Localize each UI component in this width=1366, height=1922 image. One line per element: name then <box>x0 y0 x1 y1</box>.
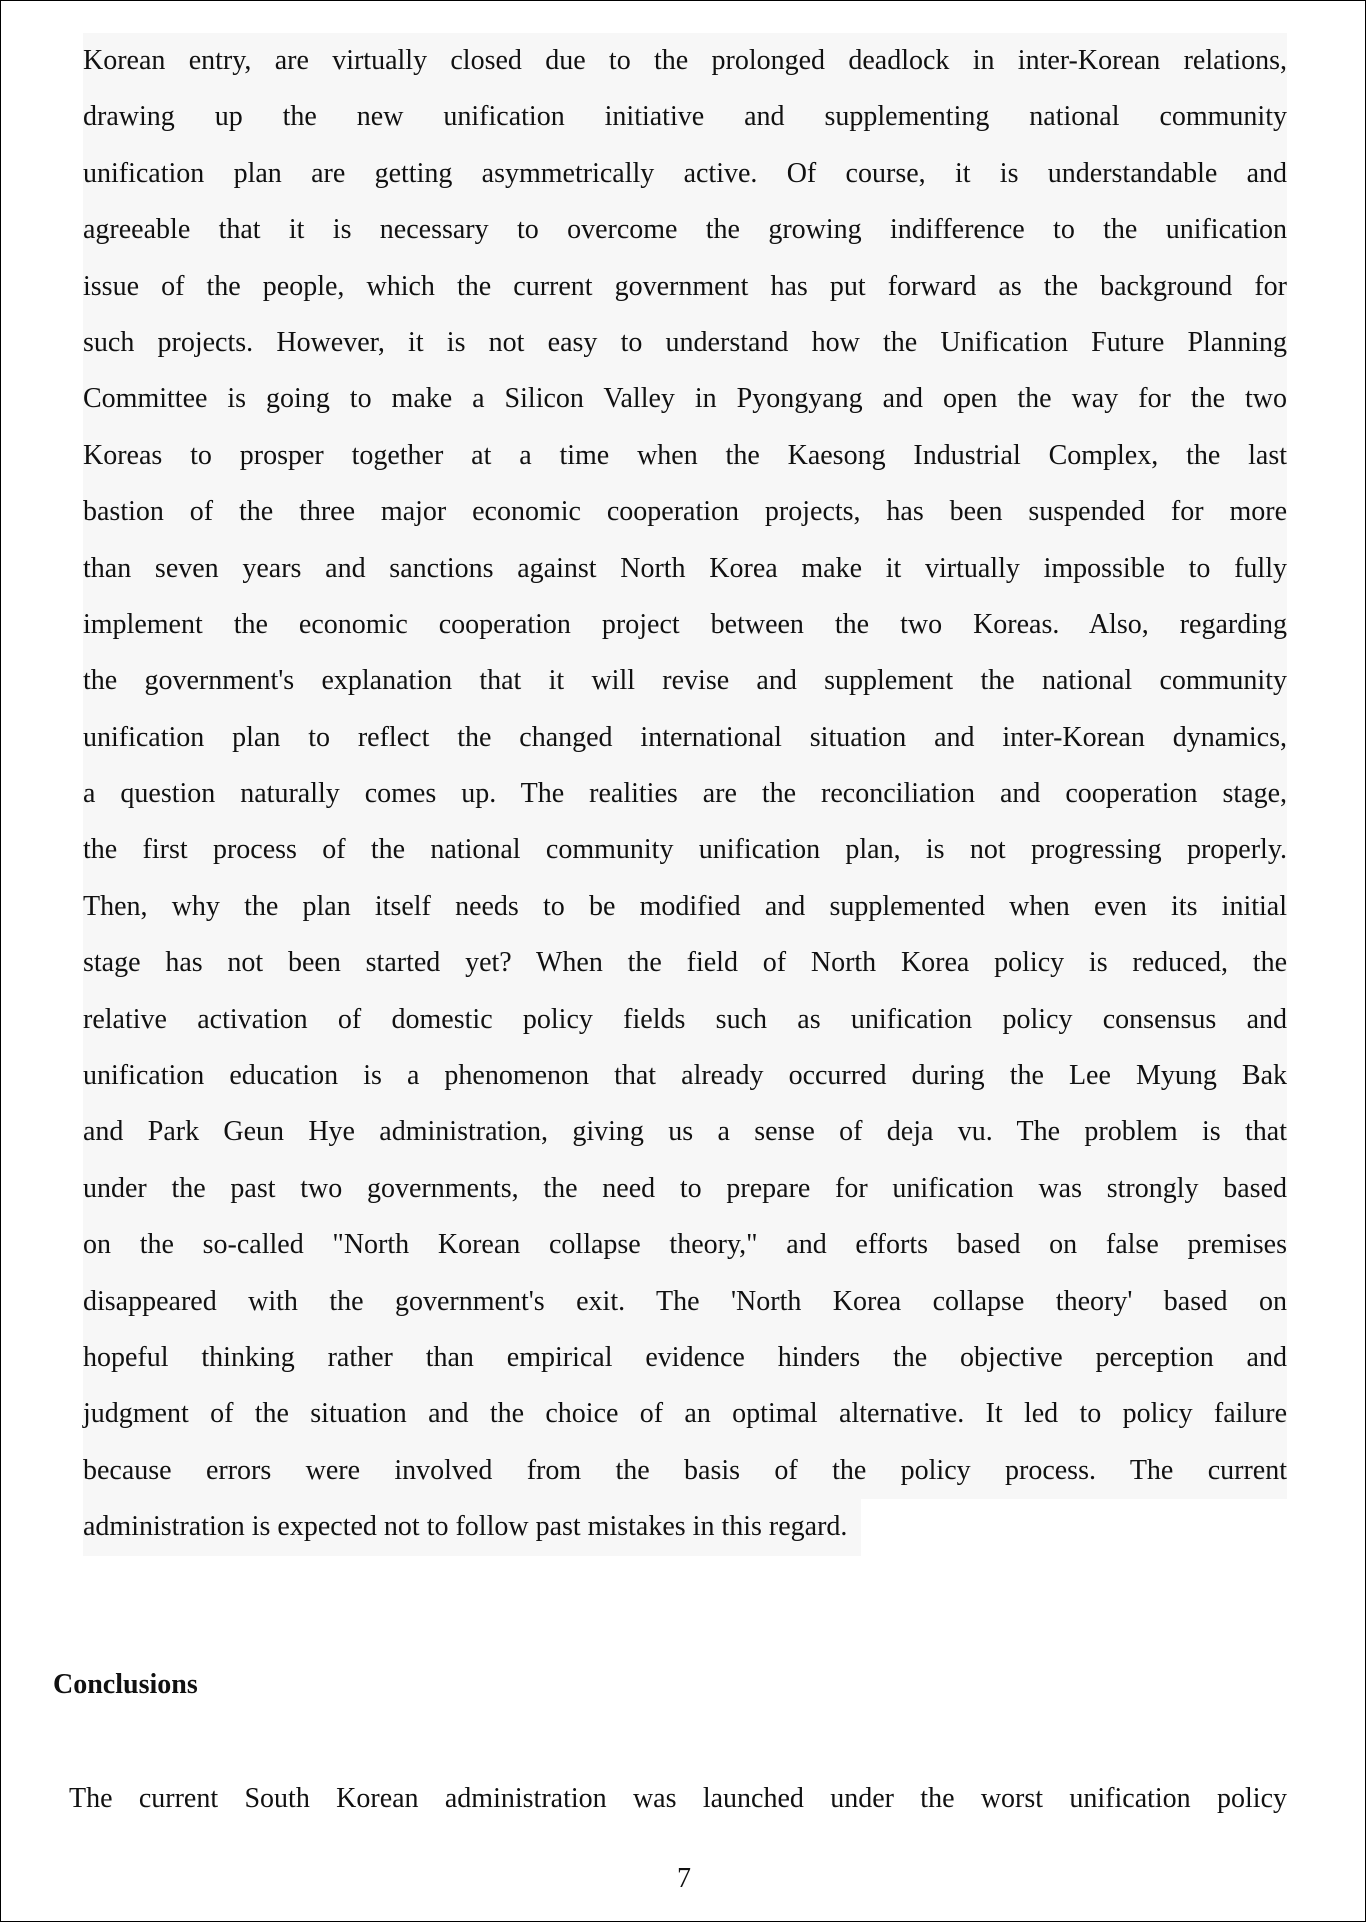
paragraph-line: under the past two governments, the need to prepare for unification was strongly based <box>83 1161 1287 1217</box>
paragraph-line: relative activation of domestic policy fields such as unification policy consensus and <box>83 992 1287 1048</box>
paragraph-line: administration is expected not to follow past mistakes in this regard. <box>83 1499 861 1555</box>
paragraph-line: unification plan are getting asymmetrically active. Of course, it is understandable and <box>83 146 1287 202</box>
paragraph-line: implement the economic cooperation project between the two Koreas. Also, regarding <box>83 597 1287 653</box>
paragraph-line: bastion of the three major economic cooperation projects, has been suspended for more <box>83 484 1287 540</box>
paragraph-line: Committee is going to make a Silicon Valley in Pyongyang and open the way for the two <box>83 371 1287 427</box>
paragraph-line: Then, why the plan itself needs to be modified and supplemented when even its initial <box>83 879 1287 935</box>
paragraph-line: stage has not been started yet? When the field of North Korea policy is reduced, the <box>83 935 1287 991</box>
paragraph-line: and Park Geun Hye administration, giving us a sense of deja vu. The problem is that <box>83 1104 1287 1160</box>
paragraph-line: on the so-called "North Korean collapse theory," and efforts based on false premises <box>83 1217 1287 1273</box>
paragraph-line: drawing up the new unification initiative and supplementing national community <box>83 89 1287 145</box>
paragraph-line: such projects. However, it is not easy to understand how the Unification Future Planning <box>83 315 1287 371</box>
paragraph-line: disappeared with the government's exit. The 'North Korea collapse theory' based on <box>83 1274 1287 1330</box>
paragraph-line: because errors were involved from the basis of the policy process. The current <box>83 1443 1287 1499</box>
section-heading-conclusions: Conclusions <box>53 1669 198 1700</box>
page-number: 7 <box>677 1863 691 1894</box>
paragraph-line: hopeful thinking rather than empirical evidence hinders the objective perception and <box>83 1330 1287 1386</box>
paragraph-line: judgment of the situation and the choice of an optimal alternative. It led to policy failure <box>83 1386 1287 1442</box>
paragraph-line: agreeable that it is necessary to overcome the growing indifference to the unification <box>83 202 1287 258</box>
paragraph-line: the first process of the national community unification plan, is not progressing properly. <box>83 822 1287 878</box>
conclusions-paragraph: The current South Korean administration was launched under the worst unification policy <box>69 1783 1287 1814</box>
body-paragraph <box>83 33 1287 1556</box>
paragraph-line: unification plan to reflect the changed international situation and inter-Korean dynamics, <box>83 710 1287 766</box>
paragraph-line: than seven years and sanctions against North Korea make it virtually impossible to fully <box>83 541 1287 597</box>
paragraph-line: Korean entry, are virtually closed due to the prolonged deadlock in inter-Korean relations, <box>83 33 1287 89</box>
paragraph-line: issue of the people, which the current government has put forward as the background for <box>83 259 1287 315</box>
paragraph-line: a question naturally comes up. The realities are the reconciliation and cooperation stage, <box>83 766 1287 822</box>
paragraph-line: the government's explanation that it will revise and supplement the national community <box>83 653 1287 709</box>
paragraph-line: Koreas to prosper together at a time when the Kaesong Industrial Complex, the last <box>83 428 1287 484</box>
paragraph-line: unification education is a phenomenon that already occurred during the Lee Myung Bak <box>83 1048 1287 1104</box>
